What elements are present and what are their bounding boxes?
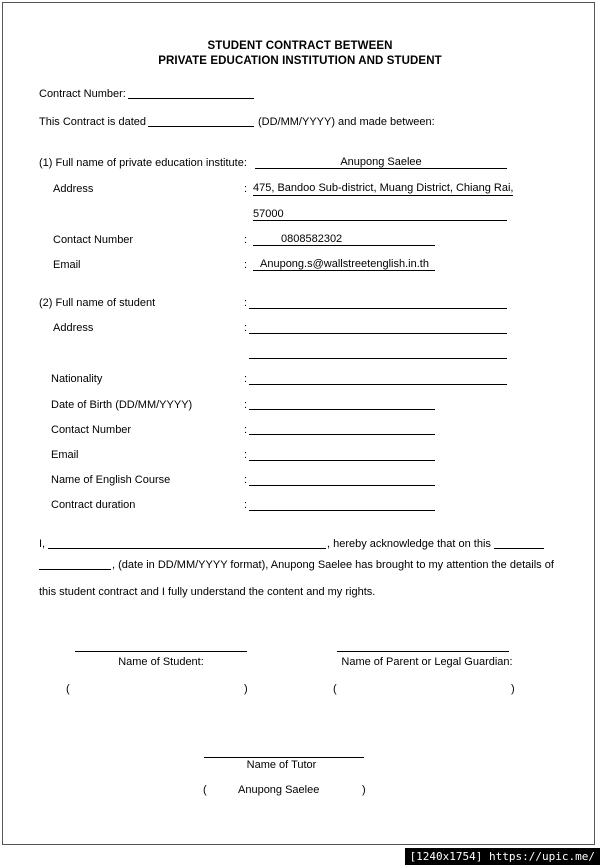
- student-duration-field[interactable]: [249, 510, 435, 511]
- watermark: [1240x1754] https://upic.me/: [405, 848, 600, 865]
- colon: :: [244, 449, 248, 461]
- student-dob-label: Date of Birth (DD/MM/YYYY): [51, 399, 193, 411]
- tutor-name: Anupong Saelee: [238, 784, 320, 796]
- student-contact-label: Contact Number: [51, 424, 132, 436]
- guardian-signature-label: Name of Parent or Legal Guardian:: [341, 656, 513, 668]
- student-email-field[interactable]: [249, 460, 435, 461]
- colon: :: [244, 499, 248, 511]
- institute-contact-rule: [253, 245, 435, 246]
- institute-heading: (1) Full name of private education institute:: [39, 157, 247, 169]
- student-dob-field[interactable]: [249, 409, 435, 410]
- colon: :: [244, 424, 248, 436]
- student-signature-label: Name of Student:: [118, 656, 204, 668]
- student-address-field-2[interactable]: [249, 358, 507, 359]
- colon: :: [244, 183, 248, 195]
- colon: :: [244, 373, 248, 385]
- ack-day-field[interactable]: [494, 548, 544, 549]
- title-line-2: PRIVATE EDUCATION INSTITUTION AND STUDENT: [158, 55, 442, 67]
- tutor-close-paren: ): [362, 784, 366, 796]
- colon: :: [244, 399, 248, 411]
- institute-name: Anupong Saelee: [340, 156, 422, 168]
- student-close-paren: ): [244, 683, 248, 695]
- student-open-paren: (: [66, 683, 70, 695]
- ack-hereby: , hereby acknowledge that on this: [327, 538, 491, 550]
- colon: :: [244, 234, 248, 246]
- student-nationality-label: Nationality: [51, 373, 103, 385]
- student-email-label: Email: [51, 449, 79, 461]
- institute-address-line-1: 475, Bandoo Sub-district, Muang District, Chiang Rai,: [253, 182, 514, 194]
- institute-name-line: [255, 168, 507, 169]
- tutor-signature-label: Name of Tutor: [246, 759, 317, 771]
- dated-suffix: (DD/MM/YYYY) and made between:: [258, 116, 435, 128]
- colon: :: [244, 474, 248, 486]
- dated-label: This Contract is dated: [39, 116, 146, 128]
- institute-address-label: Address: [53, 183, 94, 195]
- tutor-signature-line[interactable]: [204, 757, 364, 758]
- institute-contact-value: 0808582302: [281, 233, 343, 245]
- title-line-1: STUDENT CONTRACT BETWEEN: [207, 40, 393, 52]
- student-course-label: Name of English Course: [51, 474, 171, 486]
- ack-date-field[interactable]: [39, 569, 111, 570]
- institute-contact-label: Contact Number: [53, 234, 134, 246]
- institute-address-line-2: 57000: [253, 208, 284, 220]
- contract-number-label: Contract Number:: [39, 88, 126, 100]
- institute-address-line-2-rule: [253, 220, 507, 221]
- tutor-open-paren: (: [203, 784, 207, 796]
- student-address-field-1[interactable]: [249, 333, 507, 334]
- ack-name-field[interactable]: [48, 548, 326, 549]
- student-signature-line[interactable]: [75, 651, 247, 652]
- institute-email-label: Email: [53, 259, 81, 271]
- guardian-signature-line[interactable]: [337, 651, 509, 652]
- institute-email-value: Anupong.s@wallstreetenglish.in.th: [260, 258, 429, 270]
- student-duration-label: Contract duration: [51, 499, 136, 511]
- student-heading: (2) Full name of student: [39, 297, 156, 309]
- institute-email-rule: [253, 270, 435, 271]
- ack-i-label: I,: [39, 538, 46, 550]
- colon: :: [244, 322, 248, 334]
- student-address-label: Address: [53, 322, 94, 334]
- colon: :: [244, 259, 248, 271]
- student-nationality-field[interactable]: [249, 384, 507, 385]
- student-contact-field[interactable]: [249, 434, 435, 435]
- ack-date-format: , (date in DD/MM/YYYY format), Anupong Saelee has brought to my attention the details of: [112, 559, 554, 571]
- ack-line-3: this student contract and I fully understand the content and my rights.: [39, 586, 376, 598]
- colon: :: [244, 297, 248, 309]
- contract-number-field[interactable]: [128, 98, 254, 99]
- student-name-field[interactable]: [249, 308, 507, 309]
- contract-date-field[interactable]: [148, 126, 254, 127]
- guardian-open-paren: (: [333, 683, 337, 695]
- student-course-field[interactable]: [249, 485, 435, 486]
- guardian-close-paren: ): [511, 683, 515, 695]
